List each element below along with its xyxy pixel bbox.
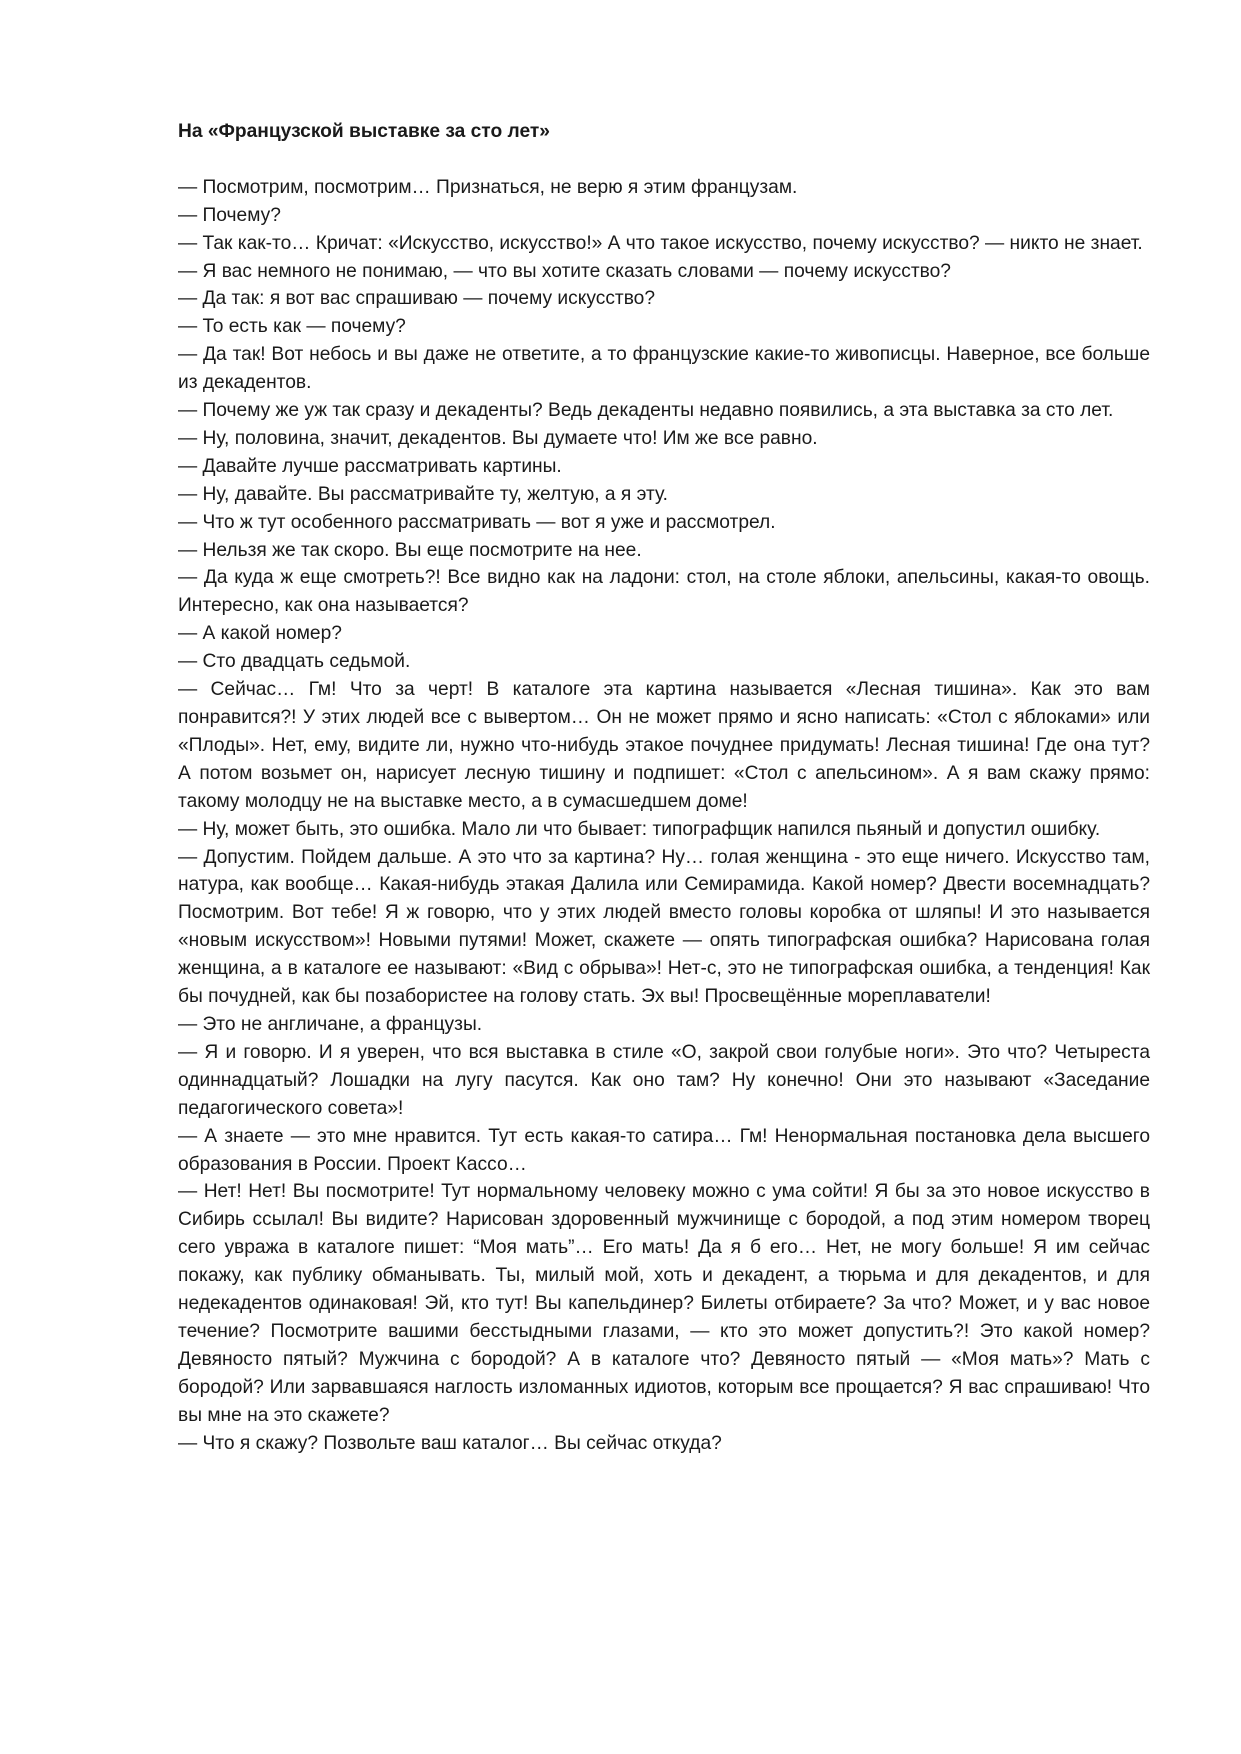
dialogue-line: — Давайте лучше рассматривать картины. bbox=[178, 455, 562, 477]
dialogue-line: — Да так! Вот небось и вы даже не ответите, а то французские какие-то живописцы. Наверное, все больше из декадентов. bbox=[178, 344, 1150, 394]
dialogue-line: — А какой номер? bbox=[178, 623, 342, 645]
dialogue-line: — Так как-то… Кричат: «Искусство, искусство!» А что такое искусство, почему искусство? — никто не знает. bbox=[178, 232, 1143, 254]
dialogue-line: — Нет! Нет! Вы посмотрите! Тут нормальному человеку можно с ума сойти! Я бы за это новое искусство в Сибирь ссылал! Вы видите? Нарисован здоровенный мужчинище с бородой, а под этим номером творец сего увража в каталоге пишет: “Моя мать”… Его мать! Да я б его… Нет, не могу больше! Я им сейчас покажу, как публику обманывать. Ты, милый мой, хоть и декадент, а тюрьма и для декадентов, и для недекадентов одинаковая! Эй, кто тут! Вы капельдинер? Билеты отбираете? За что? Может, и у вас новое течение? Посмотрите вашими бесстыдными глазами, — кто это может допустить?! Это какой номер? Девяносто пятый? Мужчина с бородой? А в каталоге что? Девяносто пятый — «Моя мать»? Мать с бородой? Или зарвавшаяся наглость изломанных идиотов, которым все прощается? Я вас спрашиваю! Что вы мне на это скажете? bbox=[178, 1181, 1150, 1426]
dialogue-line: — Что я скажу? Позвольте ваш каталог… Вы сейчас откуда? bbox=[178, 1432, 722, 1454]
dialogue-line: — Допустим. Пойдем дальше. А это что за картина? Ну… голая женщина - это еще ничего. Искусство там, натура, как вообще… Какая-нибудь этакая Далила или Семирамида. Какой номер? Двести восемнадцать? Посмотрим. Вот тебе! Я ж говорю, что у этих людей вместо головы коробка от шляпы! И это называется «новым искусством»! Новыми путями! Может, скажете — опять типографская ошибка? Нарисована голая женщина, а в каталоге ее называют: «Вид с обрыва»! Нет-с, это не типографская ошибка, а тенденция! Как бы почудней, как бы позабористее на голову стать. Эх вы! Просвещённые мореплаватели! bbox=[178, 846, 1150, 1008]
dialogue-line: — Ну, может быть, это ошибка. Мало ли что бывает: типографщик напился пьяный и допустил ошибку. bbox=[178, 818, 1101, 840]
dialogue-line: — Да куда ж еще смотреть?! Все видно как на ладони: стол, на столе яблоки, апельсины, какая-то овощь. Интересно, как она называется? bbox=[178, 567, 1150, 617]
dialogue-line: — Ну, половина, значит, декадентов. Вы думаете что! Им же все равно. bbox=[178, 427, 818, 449]
document-body bbox=[178, 118, 1150, 1457]
dialogue-line: — Почему же уж так сразу и декаденты? Ведь декаденты недавно появились, а эта выставка за сто лет. bbox=[178, 400, 1114, 422]
dialogue-line: — Что ж тут особенного рассматривать — вот я уже и рассмотрел. bbox=[178, 511, 776, 533]
document-title: На «Французской выставке за сто лет» bbox=[178, 121, 550, 142]
dialogue-line: — Да так: я вот вас спрашиваю — почему искусство? bbox=[178, 288, 656, 310]
dialogue-line: — Сто двадцать седьмой. bbox=[178, 651, 411, 673]
dialogue-line: — Я и говорю. И я уверен, что вся выставка в стиле «О, закрой свои голубые ноги». Это что? Четыреста одиннадцатый? Лошадки на лугу пасутся. Как оно там? Ну конечно! Они это называют «Заседание педагогического совета»! bbox=[178, 1041, 1150, 1119]
dialogue-line: — Сейчас… Гм! Что за черт! В каталоге эта картина называется «Лесная тишина». Как это вам понравится?! У этих людей все с вывертом… Он не может прямо и ясно написать: «Стол с яблоками» или «Плоды». Нет, ему, видите ли, нужно что-нибудь этакое почуднее придумать! Лесная тишина! Где она тут? А потом возьмет он, нарисует лесную тишину и подпишет: «Стол с апельсином». А я вам скажу прямо: такому молодцу не на выставке место, а в сумасшедшем доме! bbox=[178, 679, 1150, 812]
dialogue-line: — Почему? bbox=[178, 204, 281, 226]
dialogue-line: — Посмотрим, посмотрим… Признаться, не верю я этим французам. bbox=[178, 176, 798, 198]
dialogue-line: — А знаете — это мне нравится. Тут есть какая-то сатира… Гм! Ненормальная постановка дела высшего образования в России. Проект Кассо… bbox=[178, 1125, 1150, 1175]
dialogue-line: — Нельзя же так скоро. Вы еще посмотрите на нее. bbox=[178, 539, 642, 561]
dialogue-line: — Ну, давайте. Вы рассматривайте ту, желтую, а я эту. bbox=[178, 483, 669, 505]
dialogue-line: — То есть как — почему? bbox=[178, 316, 406, 338]
dialogue-line: — Я вас немного не понимаю, — что вы хотите сказать словами — почему искусство? bbox=[178, 260, 951, 282]
dialogue-line: — Это не англичане, а французы. bbox=[178, 1013, 483, 1035]
